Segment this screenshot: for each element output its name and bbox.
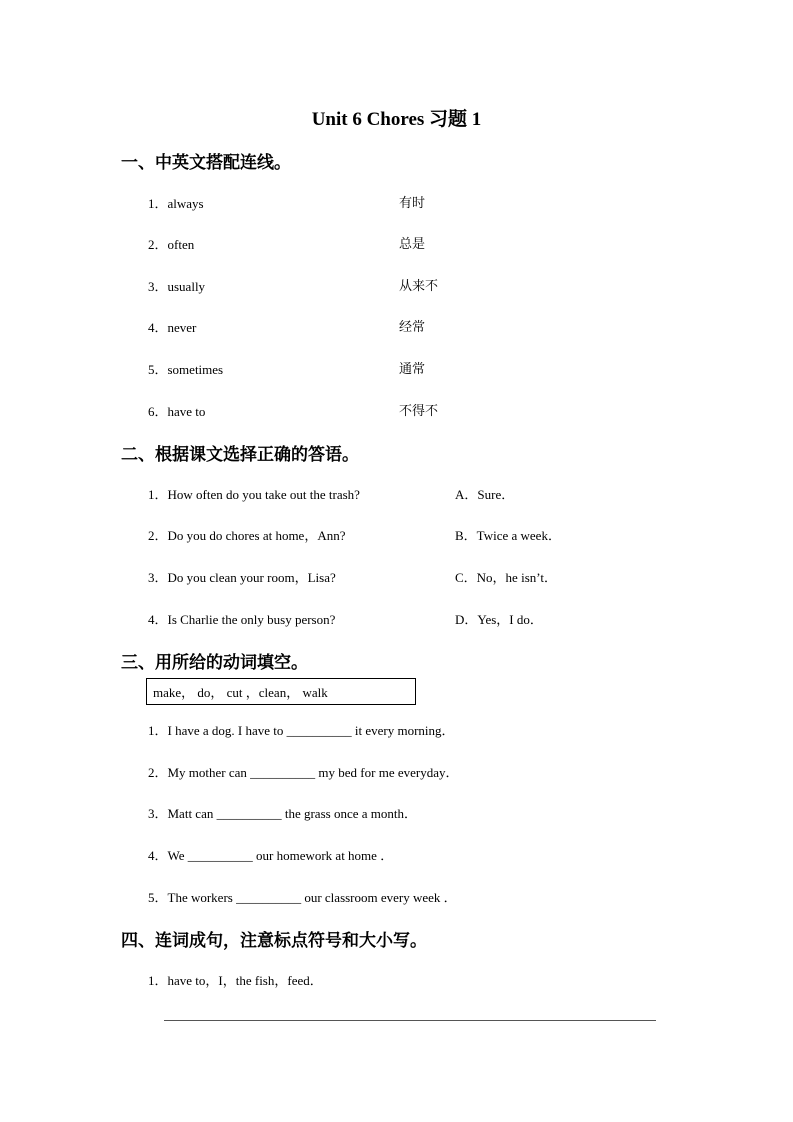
section-4-heading: 四、连词成句，注意标点符号和大小写。 xyxy=(121,931,427,951)
answer-option: A．Sure． xyxy=(455,487,515,502)
match-item-chinese: 总是 xyxy=(399,237,426,252)
sentence-item: 1．have to，I，the fish，feed． xyxy=(148,973,323,988)
match-item-chinese: 不得不 xyxy=(399,404,439,419)
question-item: 4．Is Charlie the only busy person? xyxy=(148,612,336,627)
fill-blank-item: 4．We __________ our homework at home ． xyxy=(148,848,394,863)
answer-option: D．Yes，I do． xyxy=(455,612,543,627)
fill-blank-item: 3．Matt can __________ the grass once a month． xyxy=(148,806,417,821)
match-item-chinese: 有时 xyxy=(399,196,426,211)
match-item-chinese: 通常 xyxy=(399,362,426,377)
answer-option: C．No，he isn’t． xyxy=(455,570,557,585)
page-title: Unit 6 Chores 习题 1 xyxy=(311,109,482,130)
answer-line xyxy=(164,1020,656,1021)
word-bank-box: make， do， cut ，clean， walk xyxy=(146,678,416,705)
match-item-english: 2．often xyxy=(148,237,195,252)
match-item-english: 1．always xyxy=(148,196,204,211)
section-3-heading: 三、用所给的动词填空。 xyxy=(121,653,308,673)
answer-option: B．Twice a week． xyxy=(455,528,561,543)
section-1-heading: 一、中英文搭配连线。 xyxy=(121,153,291,173)
fill-blank-item: 5．The workers __________ our classroom every week ． xyxy=(148,890,457,905)
match-item-english: 3．usually xyxy=(148,279,206,294)
question-item: 1．How often do you take out the trash? xyxy=(148,487,360,502)
fill-blank-item: 2．My mother can __________ my bed for me everyday． xyxy=(148,765,459,780)
section-2-heading: 二、根据课文选择正确的答语。 xyxy=(121,445,359,465)
question-item: 2．Do you do chores at home，Ann? xyxy=(148,528,346,543)
match-item-chinese: 从来不 xyxy=(399,279,439,294)
fill-blank-item: 1．I have a dog. I have to __________ it every morning． xyxy=(148,723,455,738)
match-item-chinese: 经常 xyxy=(399,320,426,335)
match-item-english: 4．never xyxy=(148,320,197,335)
question-item: 3．Do you clean your room，Lisa? xyxy=(148,570,336,585)
match-item-english: 5．sometimes xyxy=(148,362,224,377)
match-item-english: 6．have to xyxy=(148,404,206,419)
